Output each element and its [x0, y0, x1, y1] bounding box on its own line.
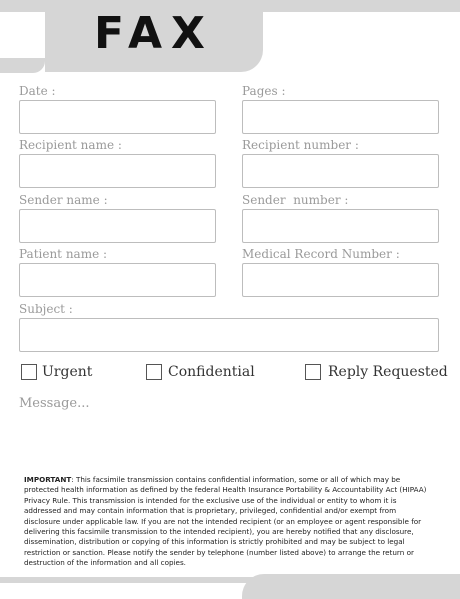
- recipient-number-label: Recipient number :: [242, 138, 359, 152]
- reply-requested-label: Reply Requested: [328, 364, 448, 380]
- medical-record-number-label: Medical Record Number :: [242, 247, 400, 261]
- confidential-label: Confidential: [168, 364, 255, 380]
- notice-body: : This facsimile transmission contains confidential information, some or all of which may be protected health information as defined by the federal Health Insurance Portability & Accountability Act (HIPAA) Privacy Rule. This transmission is intended for the exclusive use of the individual or entity to whom it is addressed and may contain information that is proprietary, privileged, confidential and/or exempt from disclosure under applicable law. If you are not the intended recipient (or an employee or agent responsible for delivering this facsimile transmission to the intended recipient), you are hereby notified that any disclosure, dissemination, distribution or copying of this information is strictly prohibited and may be subject to legal restriction or sanction. Please notify the sender by telephone (number listed above) to arrange the return or destruction of the information and all copies.: [24, 475, 427, 568]
- pages-label: Pages :: [242, 84, 286, 98]
- recipient-name-field[interactable]: [19, 154, 216, 188]
- sender-name-field[interactable]: [19, 209, 216, 243]
- subject-label: Subject :: [19, 302, 73, 316]
- date-label: Date :: [19, 84, 56, 98]
- urgent-checkbox[interactable]: [21, 364, 37, 380]
- reply-requested-checkbox[interactable]: [305, 364, 321, 380]
- notice-heading: IMPORTANT: [24, 475, 72, 484]
- recipient-name-label: Recipient name :: [19, 138, 122, 152]
- confidential-checkbox[interactable]: [146, 364, 162, 380]
- patient-name-label: Patient name :: [19, 247, 108, 261]
- date-field[interactable]: [19, 100, 216, 134]
- sender-name-label: Sender name :: [19, 193, 108, 207]
- pages-field[interactable]: [242, 100, 439, 134]
- subject-field[interactable]: [19, 318, 439, 352]
- sender-number-label: Sender number :: [242, 193, 349, 207]
- message-placeholder[interactable]: Message...: [19, 396, 90, 411]
- page-title: FAX: [94, 8, 214, 59]
- footer-tab: [242, 574, 460, 599]
- urgent-label: Urgent: [42, 364, 93, 380]
- medical-record-number-field[interactable]: [242, 263, 439, 297]
- recipient-number-field[interactable]: [242, 154, 439, 188]
- patient-name-field[interactable]: [19, 263, 216, 297]
- sender-number-field[interactable]: [242, 209, 439, 243]
- header-stripe: [0, 58, 45, 73]
- important-notice: [24, 475, 434, 569]
